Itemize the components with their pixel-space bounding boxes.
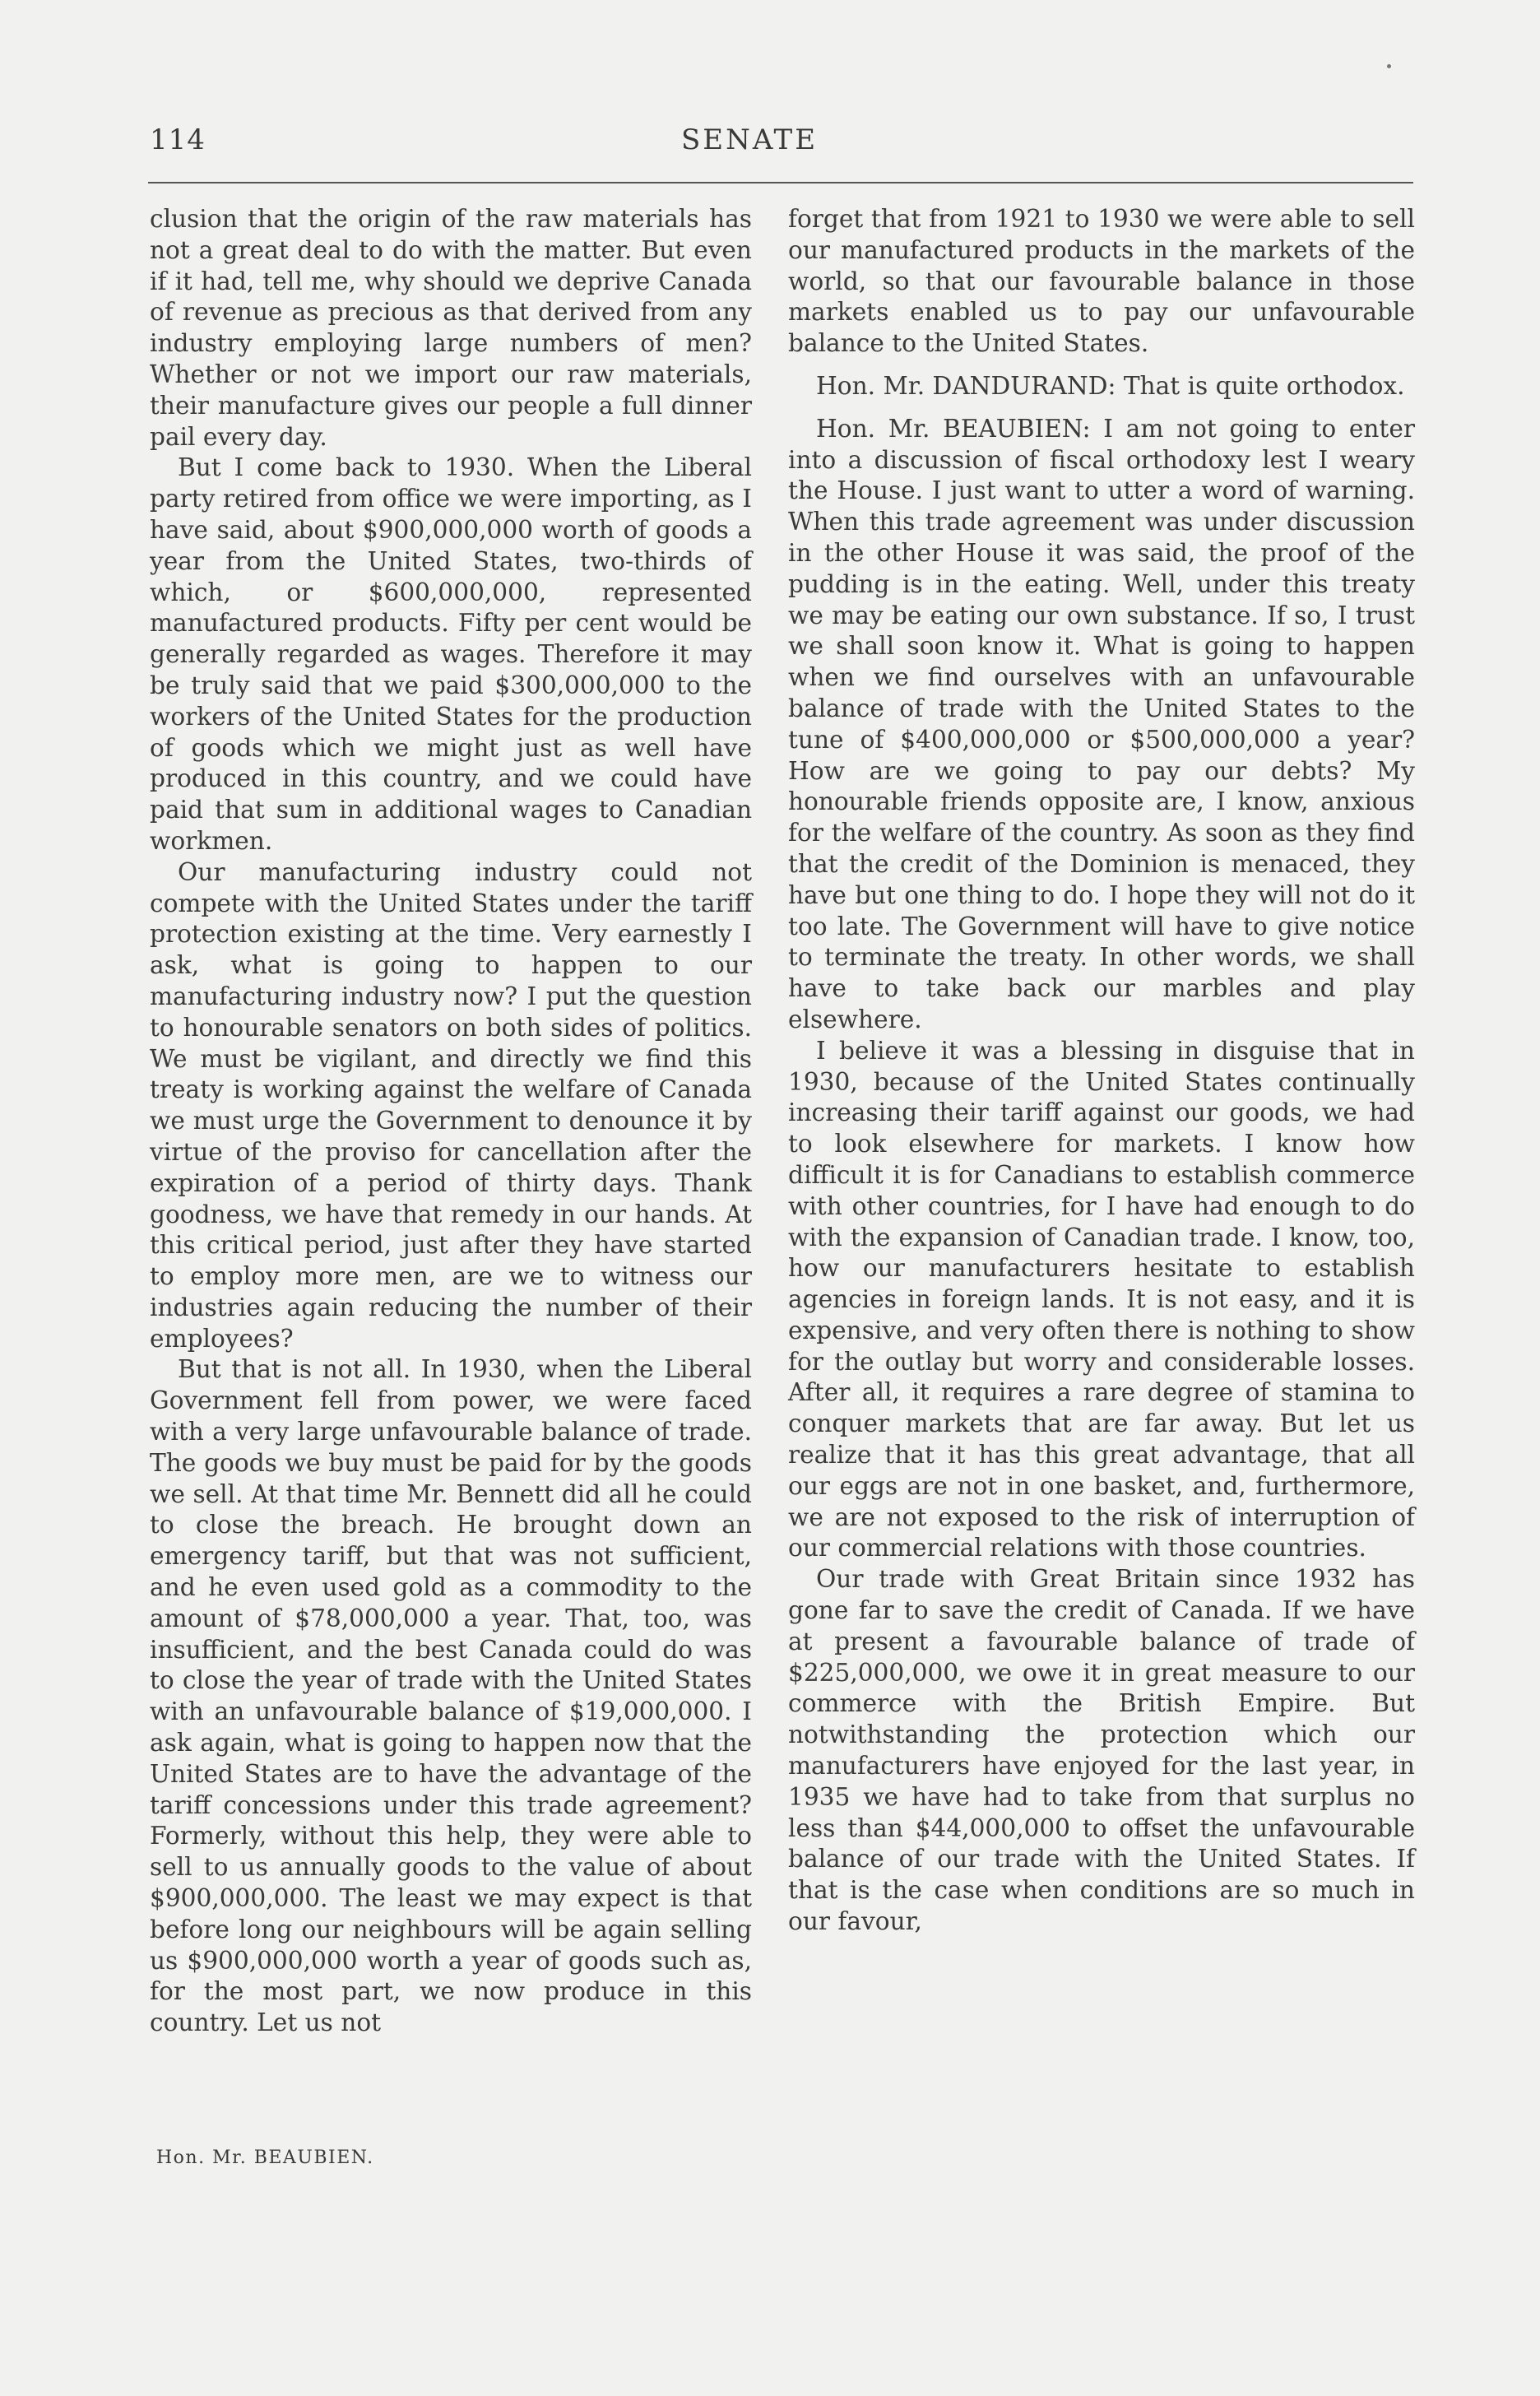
- paragraph: But I come back to 1930. When the Liberal party retired from office we were importing, as I have said, about $900,000,000 worth of goods a year from the United States, two-thirds of which, or $600,000,000, represented manufactured products. Fifty per cent would be generally regarded as wages. Therefore it may be truly said that we paid $300,000,000 to the workers of the United States for the production of goods which we might just as well have produced in this country, and we could have paid that sum in additional wages to Canadian workmen.: [150, 453, 752, 855]
- speaker-paragraph: Hon. Mr. DANDURAND: That is quite orthodox.: [816, 371, 1405, 400]
- paragraph: But that is not all. In 1930, when the Liberal Government fell from power, we were faced with a very large unfavourable balance of trade. The goods we buy must be paid for by the goods we sell. At that time Mr. Bennett did all he could to close the breach. He brought down an emergency tariff, but that was not sufficient, and he even used gold as a commodity to the amount of $78,000,000 a year. That, too, was insufficient, and the best Canada could do was to close the year of trade with the United States with an unfavourable balance of $19,000,000. I ask again, what is going to happen now that the United States are to have the advantage of the tariff concessions under this trade agreement? Formerly, without this help, they were able to sell to us annually goods to the value of about $900,000,000. The least we may expect is that before long our neighbours will be again selling us $900,000,000 worth a year of goods such as, for the most part, we now produce in this country. Let us not: [150, 1355, 752, 2037]
- paragraph: Our manufacturing industry could not compete with the United States under the tariff protection existing at the time. Very earnestly I ask, what is going to happen to our manufacturing industry now? I put the question to honourable senators on both sides of politics. We must be vigilant, and directly we find this treaty is working against the welfare of Canada we must urge the Government to denounce it by virtue of the proviso for cancellation after the expiration of a period of thirty days. Thank goodness, we have that remedy in our hands. At this critical period, just after they have started to employ more men, are we to witness our industries again reducing the number of their employees?: [150, 857, 752, 1353]
- paragraph: Our trade with Great Britain since 1932 has gone far to save the credit of Canada. If we have at present a favourable balance of trade of $225,000,000, we owe it in great measure to our commerce with the British Empire. But notwithstanding the protection which our manufacturers have enjoyed for the last year, in 1935 we have had to take from that surplus no less than $44,000,000 to offset the unfavourable balance of our trade with the United States. If that is the case when conditions are so much in our favour,: [788, 1565, 1415, 1936]
- paragraph: I believe it was a blessing in disguise that in 1930, because of the United States continually increasing their tariff against our goods, we had to look elsewhere for markets. I know how difficult it is for Canadians to establish commerce with other countries, for I have had enough to do with the expansion of Canadian trade. I know, too, how our manufacturers hesitate to establish agencies in foreign lands. It is not easy, and it is expensive, and very often there is nothing to show for the outlay but worry and considerable losses. After all, it requires a rare degree of stamina to conquer markets that are far away. But let us realize that it has this great advantage, that all our eggs are not in one basket, and, furthermore, we are not exposed to the risk of interruption of our commercial relations with those countries.: [788, 1036, 1415, 1563]
- footer-speaker: Hon. Mr. BEAUBIEN.: [156, 2148, 374, 2168]
- speaker-paragraph: Hon. Mr. BEAUBIEN: I am not going to enter into a discussion of fiscal orthodoxy lest I weary the House. I just want to utter a word of warning. When this trade agreement was under discussion in the other House it was said, the proof of the pudding is in the eating. Well, under this treaty we may be eating our own substance. If so, I trust we shall soon know it. What is going to happen when we find ourselves with an unfavourable balance of trade with the United States to the tune of $400,000,000 or $500,000,000 a year? How are we going to pay our debts? My honourable friends opposite are, I know, anxious for the welfare of the country. As soon as they find that the credit of the Dominion is menaced, they have but one thing to do. I hope they will not do it too late. The Government will have to give notice to terminate the treaty. In other words, we shall have to take back our marbles and play elsewhere.: [788, 414, 1415, 1033]
- header-rule: [148, 182, 1413, 183]
- running-head: SENATE: [680, 123, 819, 156]
- paragraph: forget that from 1921 to 1930 we were able to sell our manufactured products in the markets of the world, so that our favourable balance in those markets enabled us to pay our unfavourable balance to the United States.: [788, 205, 1415, 358]
- paragraph: clusion that the origin of the raw materials has not a great deal to do with the matter. But even if it had, tell me, why should we deprive Canada of revenue as precious as that derived from any industry employing large numbers of men? Whether or not we import our raw materials, their manufacture gives our people a full dinner pail every day.: [150, 205, 752, 451]
- right-column: [788, 204, 1415, 1938]
- left-column: [150, 204, 752, 2039]
- paper-speck: [1387, 64, 1391, 68]
- page-number: 114: [150, 123, 206, 156]
